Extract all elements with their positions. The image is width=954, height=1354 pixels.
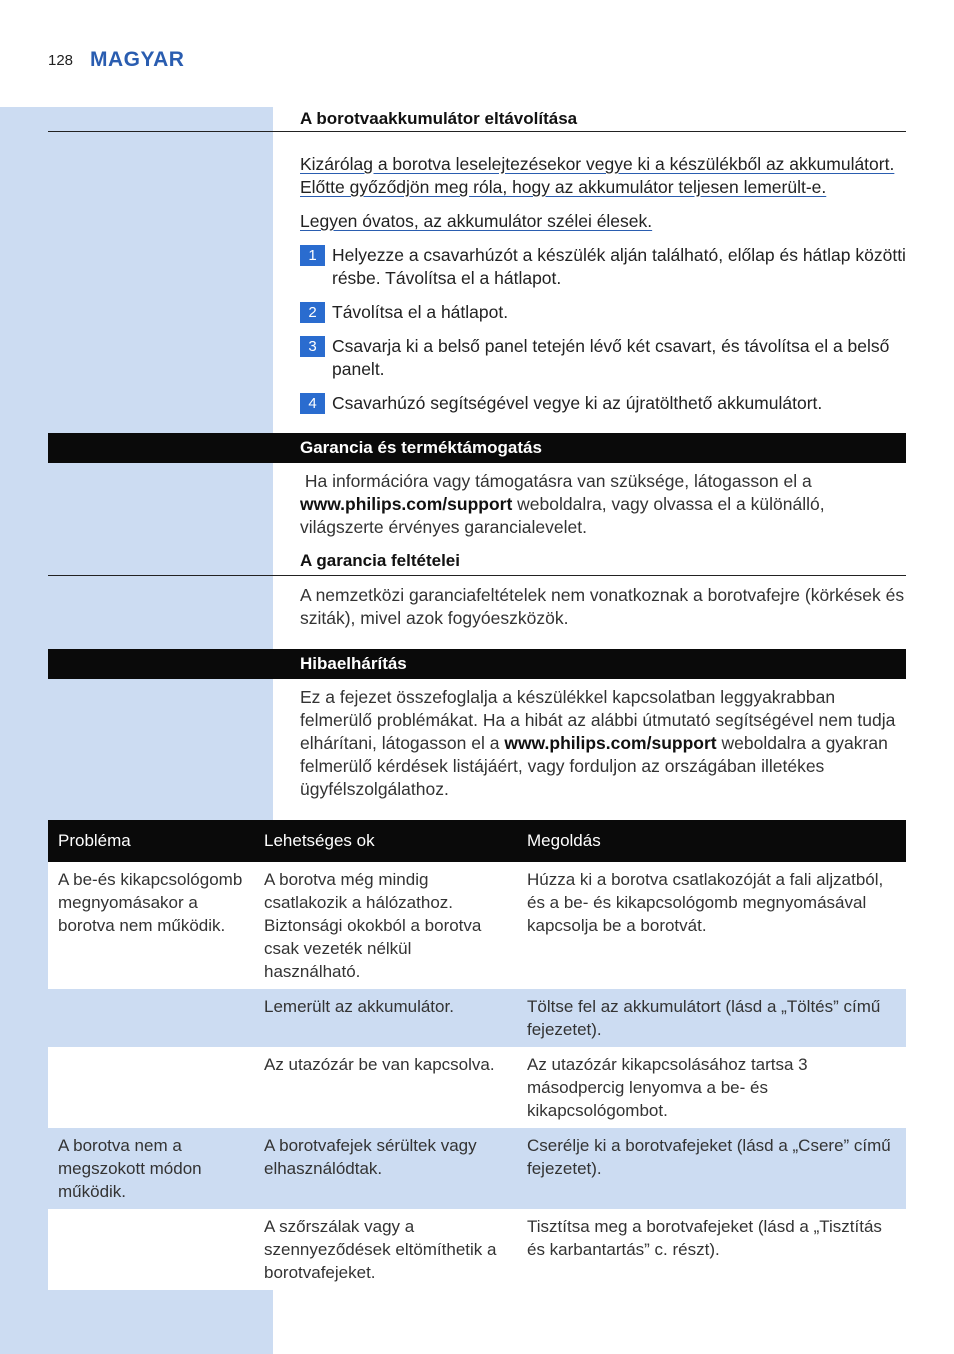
column-header: Probléma: [48, 820, 254, 862]
language-heading: MAGYAR: [90, 48, 185, 71]
table-row: [48, 1047, 906, 1128]
table-header-row: [48, 820, 906, 862]
cause-cell: A borotva még mindig csatlakozik a hálózathoz. Biztonsági okokból a borotva csak vezeték nélkül használható.: [254, 862, 517, 989]
step-text: Csavarhúzó segítségével vegye ki az újratölthető akkumulátort.: [332, 393, 823, 413]
table-row: [48, 989, 906, 1047]
column-header: Lehetséges ok: [254, 820, 517, 862]
troubleshooting-text-2: weboldalra a gyakran felmerülő kérdések listájáért, vagy forduljon az országában illetékes ügyfélszolgálathoz.: [300, 733, 888, 799]
step-1: [300, 244, 906, 290]
step-text: Csavarja ki a belső panel tetején lévő két csavart, és távolítsa el a belső panelt.: [332, 336, 890, 379]
warranty-title: Garancia és terméktámogatás: [300, 438, 542, 457]
table-row: [48, 1128, 906, 1209]
restrictions-title: A garancia feltételei: [300, 551, 460, 570]
support-link[interactable]: www.philips.com/support: [300, 494, 513, 514]
solution-cell: Tisztítsa meg a borotvafejeket (lásd a „Tisztítás és karbantartás” c. részt).: [517, 1209, 906, 1290]
caution-text: Legyen óvatos, az akkumulátor szélei élesek.: [300, 211, 653, 231]
troubleshooting-paragraph: [300, 686, 906, 801]
problem-cell: A be-és kikapcsológomb megnyomásakor a borotva nem működik.: [48, 862, 254, 989]
removal-caution: [300, 210, 906, 233]
step-3: [300, 335, 906, 381]
warranty-text: Ha információra vagy támogatásra van szüksége, látogasson el a: [304, 471, 812, 491]
page-number: 128: [48, 52, 74, 69]
troubleshooting-table: [48, 820, 906, 1290]
section-rule: [48, 575, 906, 576]
section-rule: [48, 131, 906, 132]
cause-cell: Az utazózár be van kapcsolva.: [254, 1047, 517, 1128]
problem-cell: A borotva nem a megszokott módon működik.: [48, 1128, 254, 1209]
solution-cell: Az utazózár kikapcsolásához tartsa 3 másodpercig lenyomva a be- és kikapcsológombot.: [517, 1047, 906, 1128]
step-text: Helyezze a csavarhúzót a készülék alján található, előlap és hátlap közötti résbe. Távolítsa el a hátlapot.: [332, 245, 906, 288]
troubleshooting-section-bar: [48, 649, 906, 679]
step-number: 4: [300, 393, 325, 414]
step-text: Távolítsa el a hátlapot.: [332, 302, 509, 322]
cause-cell: Lemerült az akkumulátor.: [254, 989, 517, 1047]
column-header: Megoldás: [517, 820, 906, 862]
step-number: 1: [300, 245, 325, 266]
problem-cell: [48, 1047, 254, 1128]
warning-line-1: Kizárólag a borotva leselejtezésekor vegye ki a készülékből az akkumulátort.: [300, 154, 895, 174]
support-link[interactable]: www.philips.com/support: [504, 733, 717, 753]
warranty-text-2: weboldalra, vagy olvassa el a különálló, világszerte érvényes garancialevelet.: [300, 494, 825, 537]
removal-title: A borotvaakkumulátor eltávolítása: [300, 109, 578, 128]
solution-cell: Cserélje ki a borotvafejeket (lásd a „Csere” című fejezetet).: [517, 1128, 906, 1209]
step-4: [300, 392, 906, 415]
cause-cell: A borotvafejek sérültek vagy elhasználódtak.: [254, 1128, 517, 1209]
warning-line-2: Előtte győződjön meg róla, hogy az akkumulátor teljesen lemerült-e.: [300, 177, 827, 197]
solution-cell: Töltse fel az akkumulátort (lásd a „Töltés” című fejezetet).: [517, 989, 906, 1047]
solution-cell: Húzza ki a borotva csatlakozóját a fali aljzatból, és a be- és kikapcsológomb megnyomásával kapcsolja be a borotvát.: [517, 862, 906, 989]
table-row: [48, 862, 906, 989]
step-number: 3: [300, 336, 325, 357]
warranty-paragraph: [300, 470, 906, 539]
problem-cell: [48, 989, 254, 1047]
table-row: [48, 1209, 906, 1290]
step-2: [300, 301, 906, 324]
cause-cell: A szőrszálak vagy a szennyeződések eltömíthetik a borotvafejeket.: [254, 1209, 517, 1290]
troubleshooting-text: Ez a fejezet összefoglalja a készülékkel kapcsolatban leggyakrabban felmerülő problémákat. Ha a hibát az alábbi útmutató segítségével nem tudja elhárítani, látogasson el a: [300, 687, 896, 753]
problem-cell: [48, 1209, 254, 1290]
step-number: 2: [300, 302, 325, 323]
removal-warning: [300, 153, 906, 199]
warranty-section-bar: [48, 433, 906, 463]
troubleshooting-title: Hibaelhárítás: [300, 654, 407, 673]
restrictions-text: A nemzetközi garanciafeltételek nem vonatkoznak a borotvafejre (körkések és sziták), mivel azok fogyóeszközök.: [300, 585, 905, 628]
